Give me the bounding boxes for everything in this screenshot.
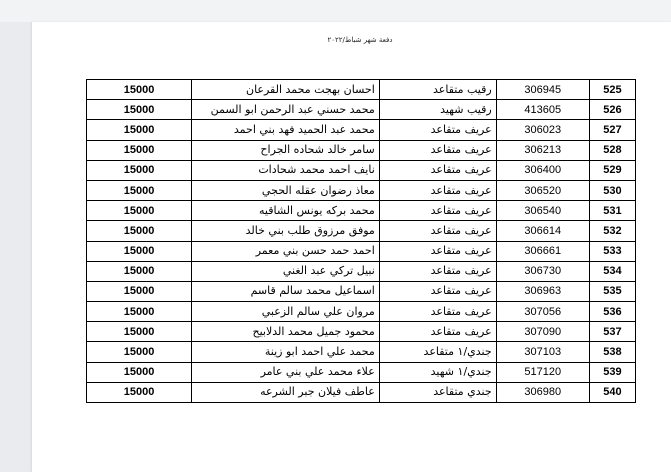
name-cell: موفق مرزوق طلب بني خالد xyxy=(192,221,380,241)
sequence-number-cell: 536 xyxy=(589,302,635,322)
table-row xyxy=(87,120,636,140)
name-cell: احمد حمد حسن بني معمر xyxy=(192,241,380,261)
name-cell: مروان علي سالم الزعبي xyxy=(192,302,380,322)
sequence-number-cell: 525 xyxy=(589,80,635,100)
amount-cell: 15000 xyxy=(87,140,192,160)
military-number-cell: 306520 xyxy=(496,180,589,200)
amount-cell: 15000 xyxy=(87,80,192,100)
military-number-cell: 517120 xyxy=(496,362,589,382)
name-cell: سامر خالد شحاده الجراح xyxy=(192,140,380,160)
table-row xyxy=(87,140,636,160)
rank-cell: جندي/١ شهيد xyxy=(379,362,496,382)
table-row xyxy=(87,100,636,120)
top-strip xyxy=(0,0,671,22)
rank-cell: عريف متقاعد xyxy=(379,261,496,281)
amount-cell: 15000 xyxy=(87,261,192,281)
rank-cell: رقيب متقاعد xyxy=(379,80,496,100)
military-number-cell: 306963 xyxy=(496,281,589,301)
table-row xyxy=(87,281,636,301)
military-number-cell: 307056 xyxy=(496,302,589,322)
name-cell: محمد علي احمد ابو زينة xyxy=(192,342,380,362)
rank-cell: عريف متقاعد xyxy=(379,201,496,221)
amount-cell: 15000 xyxy=(87,322,192,342)
military-number-cell: 306400 xyxy=(496,160,589,180)
sequence-number-cell: 533 xyxy=(589,241,635,261)
sequence-number-cell: 540 xyxy=(589,382,635,402)
amount-cell: 15000 xyxy=(87,160,192,180)
rank-cell: عريف متقاعد xyxy=(379,241,496,261)
name-cell: اسماعيل محمد سالم قاسم xyxy=(192,281,380,301)
military-number-cell: 306945 xyxy=(496,80,589,100)
amount-cell: 15000 xyxy=(87,180,192,200)
table-row xyxy=(87,302,636,322)
table-row xyxy=(87,80,636,100)
rank-cell: عريف متقاعد xyxy=(379,140,496,160)
sequence-number-cell: 530 xyxy=(589,180,635,200)
name-cell: علاء محمد علي بني عامر xyxy=(192,362,380,382)
amount-cell: 15000 xyxy=(87,120,192,140)
sequence-number-cell: 529 xyxy=(589,160,635,180)
amount-cell: 15000 xyxy=(87,201,192,221)
table-row xyxy=(87,261,636,281)
military-number-cell: 306614 xyxy=(496,221,589,241)
table-row xyxy=(87,180,636,200)
amount-cell: 15000 xyxy=(87,241,192,261)
amount-cell: 15000 xyxy=(87,100,192,120)
military-number-cell: 306730 xyxy=(496,261,589,281)
military-number-cell: 306540 xyxy=(496,201,589,221)
rank-cell: رقيب شهيد xyxy=(379,100,496,120)
rank-cell: عريف متقاعد xyxy=(379,302,496,322)
amount-cell: 15000 xyxy=(87,382,192,402)
sequence-number-cell: 528 xyxy=(589,140,635,160)
sequence-number-cell: 534 xyxy=(589,261,635,281)
name-cell: احسان بهجت محمد القرعان xyxy=(192,80,380,100)
sequence-number-cell: 527 xyxy=(589,120,635,140)
sequence-number-cell: 538 xyxy=(589,342,635,362)
name-cell: نايف احمد محمد شحادات xyxy=(192,160,380,180)
table-row xyxy=(87,241,636,261)
table-row xyxy=(87,221,636,241)
rank-cell: جندي/١ متقاعد xyxy=(379,342,496,362)
sequence-number-cell: 531 xyxy=(589,201,635,221)
amount-cell: 15000 xyxy=(87,342,192,362)
military-number-cell: 307090 xyxy=(496,322,589,342)
rank-cell: عريف متقاعد xyxy=(379,281,496,301)
amount-cell: 15000 xyxy=(87,362,192,382)
name-cell: محمد بركه يونس الشاقيه xyxy=(192,201,380,221)
name-cell: نبيل تركي عبد الغني xyxy=(192,261,380,281)
name-cell: محمود جميل محمد الدلابيح xyxy=(192,322,380,342)
rank-cell: عريف متقاعد xyxy=(379,180,496,200)
sequence-number-cell: 526 xyxy=(589,100,635,120)
amount-cell: 15000 xyxy=(87,221,192,241)
name-cell: معاذ رضوان عقله الحجي xyxy=(192,180,380,200)
military-number-cell: 306023 xyxy=(496,120,589,140)
sequence-number-cell: 532 xyxy=(589,221,635,241)
name-cell: عاطف فيلان جبر الشرعه xyxy=(192,382,380,402)
military-number-cell: 413605 xyxy=(496,100,589,120)
roster-table xyxy=(86,79,636,403)
table-row xyxy=(87,160,636,180)
sequence-number-cell: 537 xyxy=(589,322,635,342)
table-row xyxy=(87,201,636,221)
amount-cell: 15000 xyxy=(87,302,192,322)
table-row xyxy=(87,362,636,382)
name-cell: محمد عبد الحميد فهد بني احمد xyxy=(192,120,380,140)
table-row xyxy=(87,322,636,342)
roster-body xyxy=(87,80,636,403)
military-number-cell: 306980 xyxy=(496,382,589,402)
rank-cell: جندي متقاعد xyxy=(379,382,496,402)
rank-cell: عريف متقاعد xyxy=(379,322,496,342)
sequence-number-cell: 539 xyxy=(589,362,635,382)
rank-cell: عريف متقاعد xyxy=(379,120,496,140)
sequence-number-cell: 535 xyxy=(589,281,635,301)
table-row xyxy=(87,382,636,402)
rank-cell: عريف متقاعد xyxy=(379,221,496,241)
rank-cell: عريف متقاعد xyxy=(379,160,496,180)
military-number-cell: 307103 xyxy=(496,342,589,362)
amount-cell: 15000 xyxy=(87,281,192,301)
document-title: دفعة شهر شباط/٢٠٢٢ xyxy=(327,36,393,44)
table-row xyxy=(87,342,636,362)
name-cell: محمد حسني عبد الرحمن ابو السمن xyxy=(192,100,380,120)
military-number-cell: 306213 xyxy=(496,140,589,160)
military-number-cell: 306661 xyxy=(496,241,589,261)
